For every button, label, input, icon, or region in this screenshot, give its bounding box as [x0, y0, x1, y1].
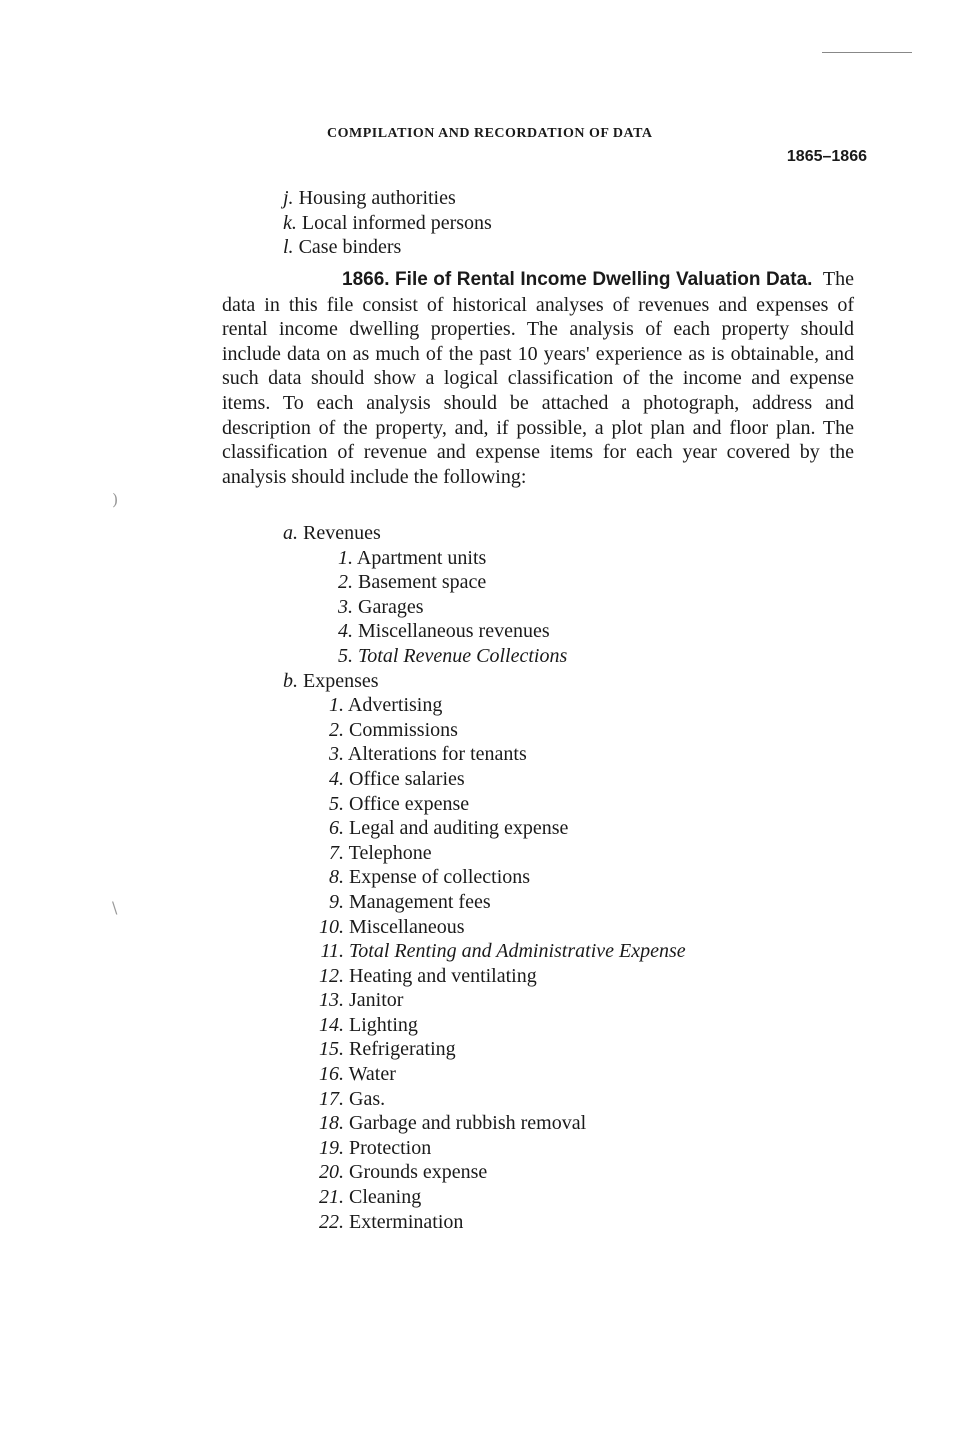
scan-mark: \ [112, 898, 118, 917]
list-item: 1. Advertising [329, 694, 443, 717]
list-item: 21. Cleaning [319, 1186, 422, 1209]
list-item: 14. Lighting [319, 1013, 418, 1036]
expense-items [283, 693, 686, 1234]
list-item: 19. Protection [319, 1136, 432, 1159]
list-item: 1. Apartment units [338, 546, 487, 569]
revenues-header: a. Revenues [283, 522, 381, 544]
list-item: 4. Miscellaneous revenues [338, 620, 550, 643]
section-range: 1865–1866 [786, 148, 867, 165]
list-item: 13. Janitor [319, 989, 404, 1012]
expenses-header: b. Expenses [283, 669, 379, 692]
list-item: 15. Refrigerating [319, 1038, 456, 1061]
list-item: 2. Basement space [338, 571, 487, 594]
list-item: 9. Management fees [329, 890, 491, 913]
section-body: The data in this file consist of historical analyses of revenues and expenses of rental income dwelling properties. The analysis of each property should include data on as much of the past 10 years' experience as is obtainable, and such data should show a logical classification of the income and expense items. To each analysis should be attached a photograph, address and description of the property, and, if possible, a plot plan and floor plan. The classification of revenue and expense items for each year covered by the analysis should include the following: [222, 268, 854, 488]
list-item: 20. Grounds expense [319, 1161, 488, 1184]
list-item: 16. Water [319, 1063, 396, 1086]
classification-list [283, 521, 686, 1234]
list-item: 5. Office expense [329, 792, 470, 815]
scan-mark: ) [112, 490, 119, 509]
list-item: 3. Alterations for tenants [329, 743, 527, 766]
list-item: 7. Telephone [329, 841, 432, 864]
list-item: 12. Heating and ventilating [319, 964, 537, 987]
list-item: 22. Extermination [319, 1210, 464, 1233]
list-item: l. Case binders [283, 236, 402, 259]
list-item: 5. Total Revenue Collections [338, 644, 568, 667]
list-item: j. Housing authorities [283, 187, 456, 209]
running-header-title: COMPILATION AND RECORDATION OF DATA [327, 126, 653, 141]
revenue-items [283, 546, 686, 669]
list-item: 10. Miscellaneous [319, 915, 465, 938]
list-item: 17. Gas. [319, 1087, 386, 1110]
list-item: 8. Expense of collections [329, 866, 531, 889]
list-item: 11. Total Renting and Administrative Expense [320, 940, 686, 963]
list-item: 4. Office salaries [329, 767, 465, 790]
section-1866 [222, 267, 854, 489]
list-item: 6. Legal and auditing expense [329, 817, 569, 840]
scan-edge-line [822, 52, 912, 53]
section-heading: 1866. File of Rental Income Dwelling Valuation Data. [342, 269, 813, 290]
previous-list [283, 186, 492, 260]
list-item: 3. Garages [338, 595, 424, 618]
section-paragraph [222, 267, 854, 489]
list-item: 18. Garbage and rubbish removal [319, 1112, 587, 1135]
list-item: k. Local informed persons [283, 211, 492, 234]
list-item: 2. Commissions [329, 718, 458, 741]
